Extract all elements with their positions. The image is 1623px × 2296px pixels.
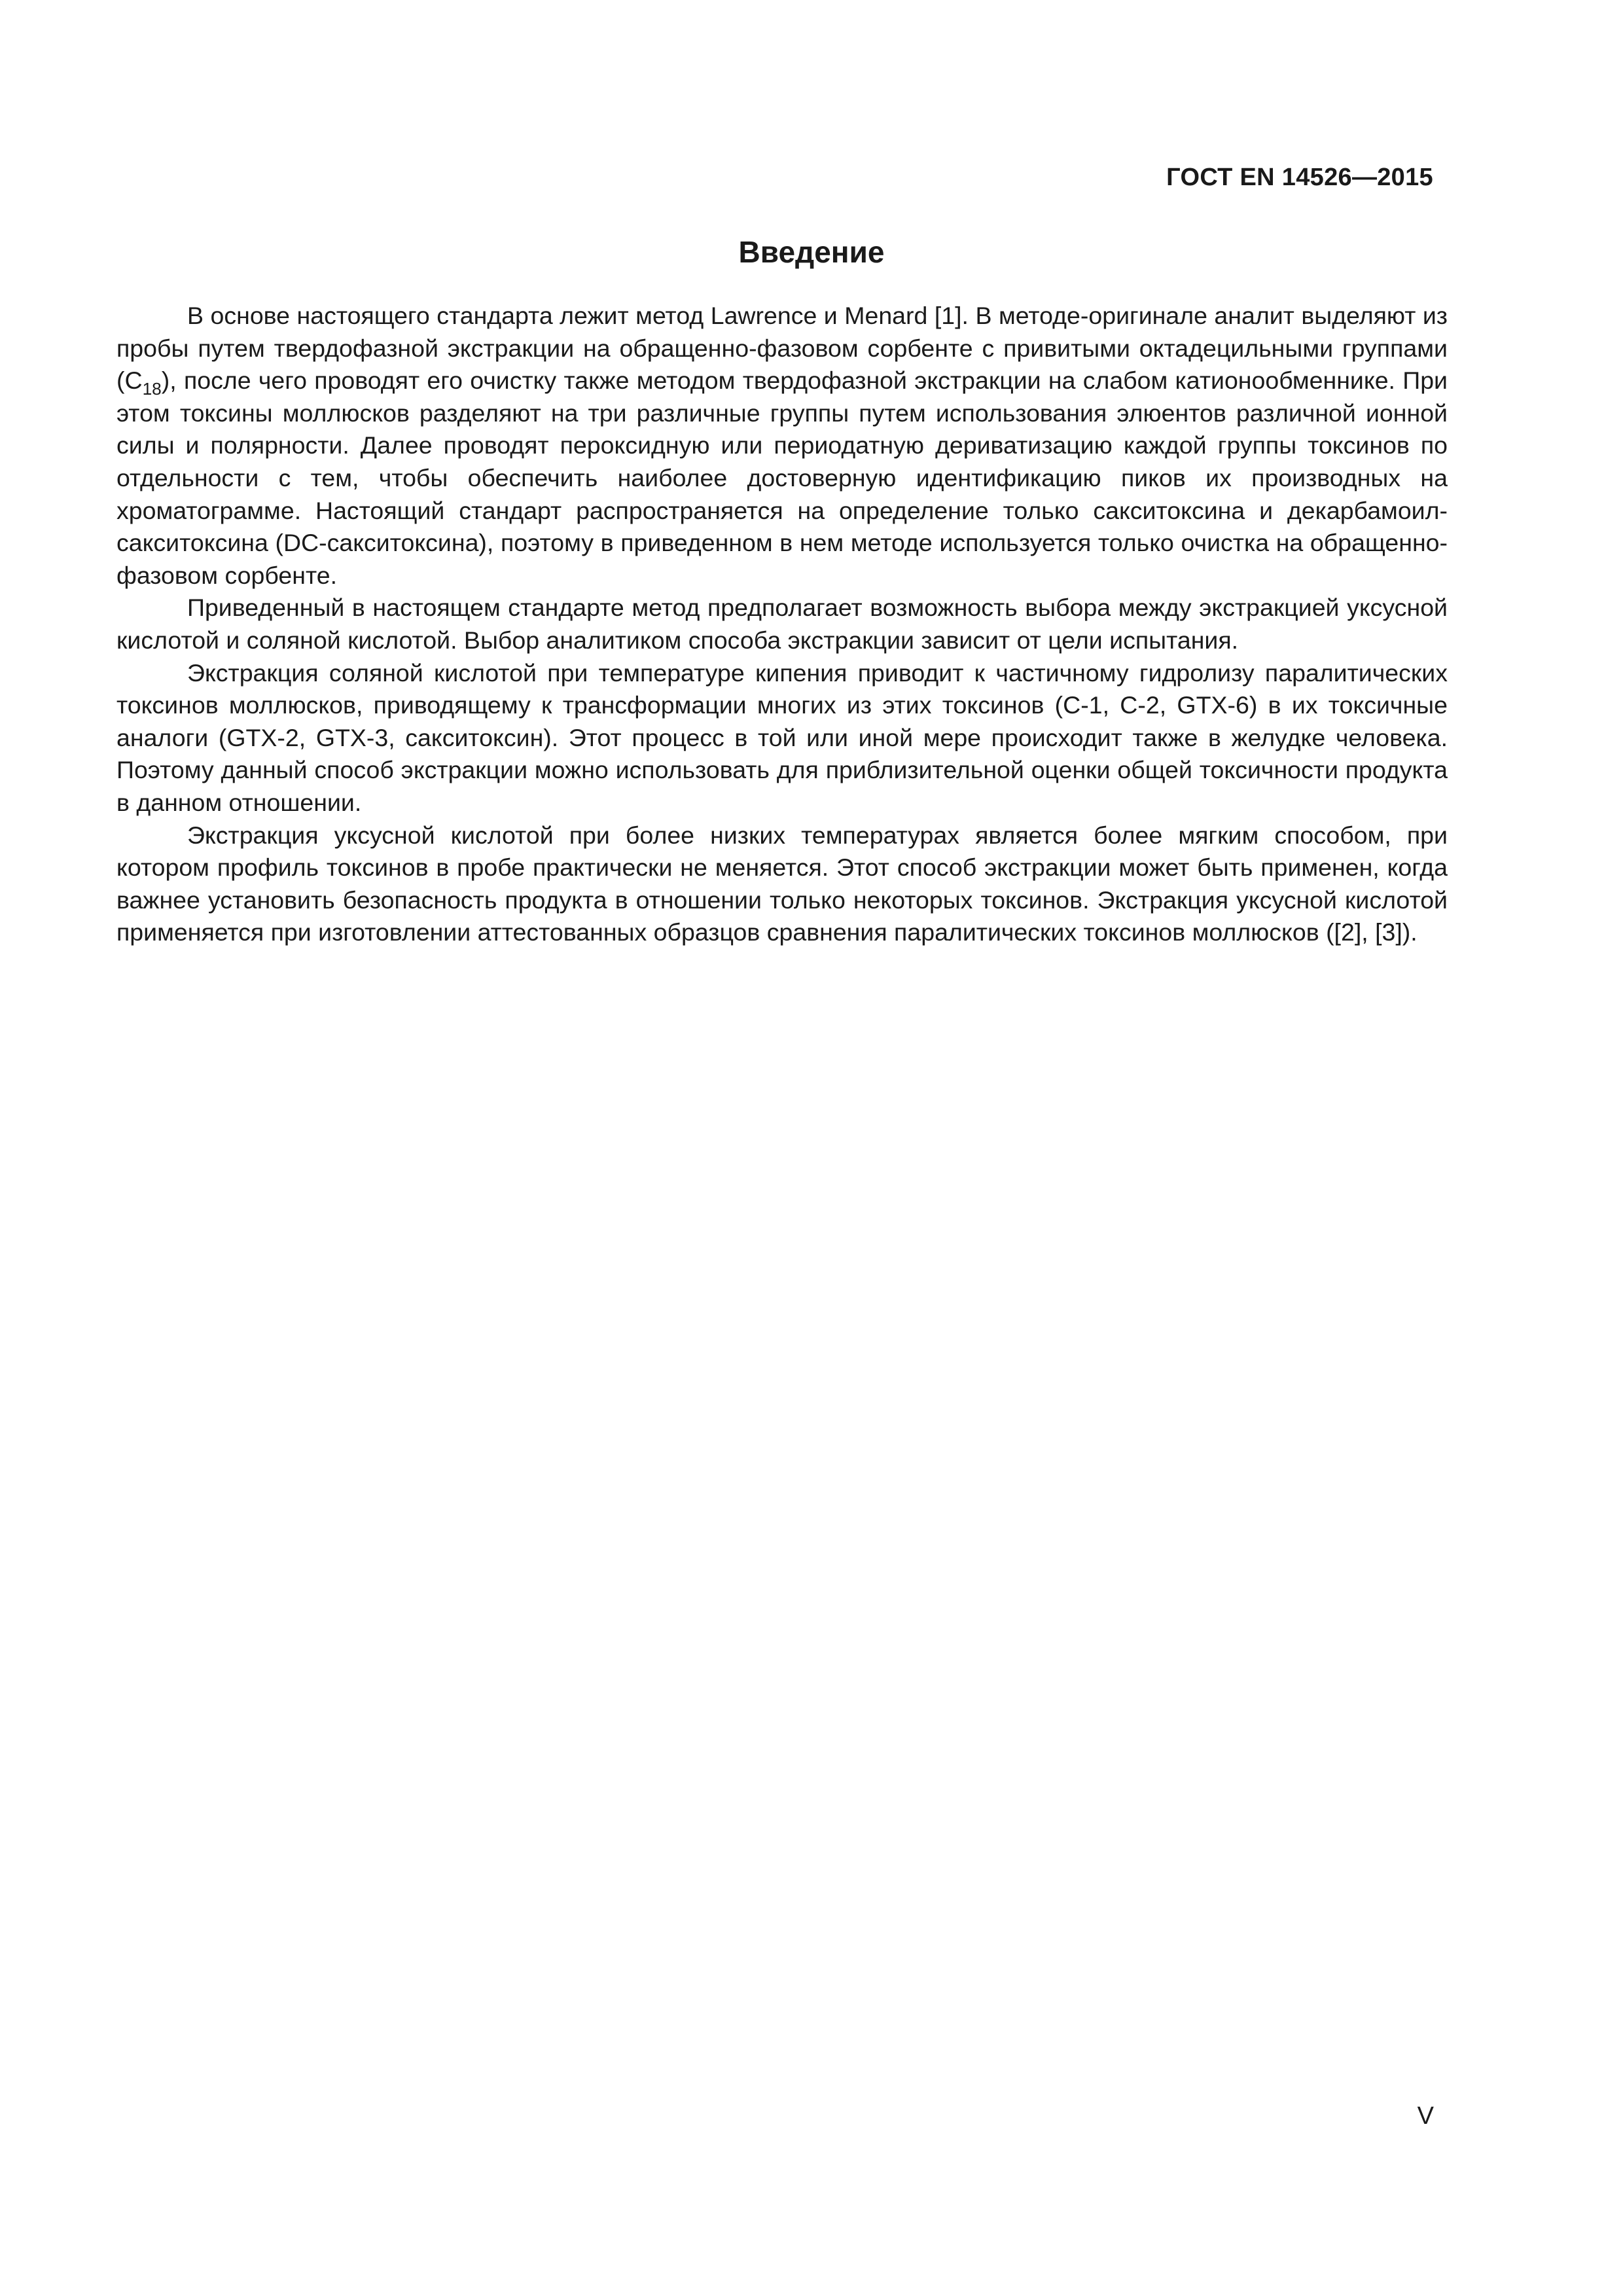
- body-text: [116, 300, 1448, 949]
- subscript-18: 18: [142, 379, 162, 399]
- document-code: ГОСТ EN 14526—2015: [1166, 164, 1433, 191]
- paragraph-4: Экстракция уксусной кислотой при более низких температурах является более мягким способом, при котором профиль токсинов в пробе практически не меняется. Этот способ экстракции может быть применен, когда важнее установить безопасность продукта в отношении только некоторых токсинов. Экстракция уксусной кислотой применяется при изготовлении аттестованных образцов сравнения паралитических токсинов моллюсков ([2], [3]).: [116, 821, 1448, 946]
- paragraph-1-text-cont: ), после чего проводят его очистку также методом твердофазной экстракции на слабом катионообменнике. При этом токсины моллюсков разделяют на три различные группы путем использования элюентов различной ионной силы и полярности. Далее проводят пероксидную или периодатную дериватизацию каждой группы токсинов по отдельности с тем, чтобы обеспечить наиболее достоверную идентификацию пиков их производных на хроматограмме. Настоящий стандарт распространяется на определение только сакситоксина и декарбамоил-сакситоксина (DC-сакситоксина), поэтому в приведенном в нем методе используется только очистка на обращенно-фазовом сорбенте.: [116, 367, 1448, 589]
- page-number: V: [1417, 2102, 1434, 2130]
- paragraph-3: Экстракция соляной кислотой при температуре кипения приводит к частичному гидролизу паралитических токсинов моллюсков, приводящему к трансформации многих из этих токсинов (С-1, С-2, GTX-6) в их токсичные аналоги (GTX-2, GTX-3, сакситоксин). Этот процесс в той или иной мере происходит также в желудке человека. Поэтому данный способ экстракции можно использовать для приблизительной оценки общей токсичности продукта в данном отношении.: [116, 658, 1448, 816]
- paragraph-2: Приведенный в настоящем стандарте метод предполагает возможность выбора между экстракцией уксусной кислотой и соляной кислотой. Выбор аналитиком способа экстракции зависит от цели испытания.: [116, 594, 1448, 654]
- paragraph-1-text: В основе настоящего стандарта лежит метод Lawrence и Menard [1]. В методе-оригинале аналит выделяют из пробы путем твердофазной экстракции на обращенно-фазовом сорбенте с привитыми октадецильными группами (C: [116, 302, 1448, 395]
- paragraph-1: [116, 300, 1448, 592]
- section-title: Введение: [738, 235, 885, 269]
